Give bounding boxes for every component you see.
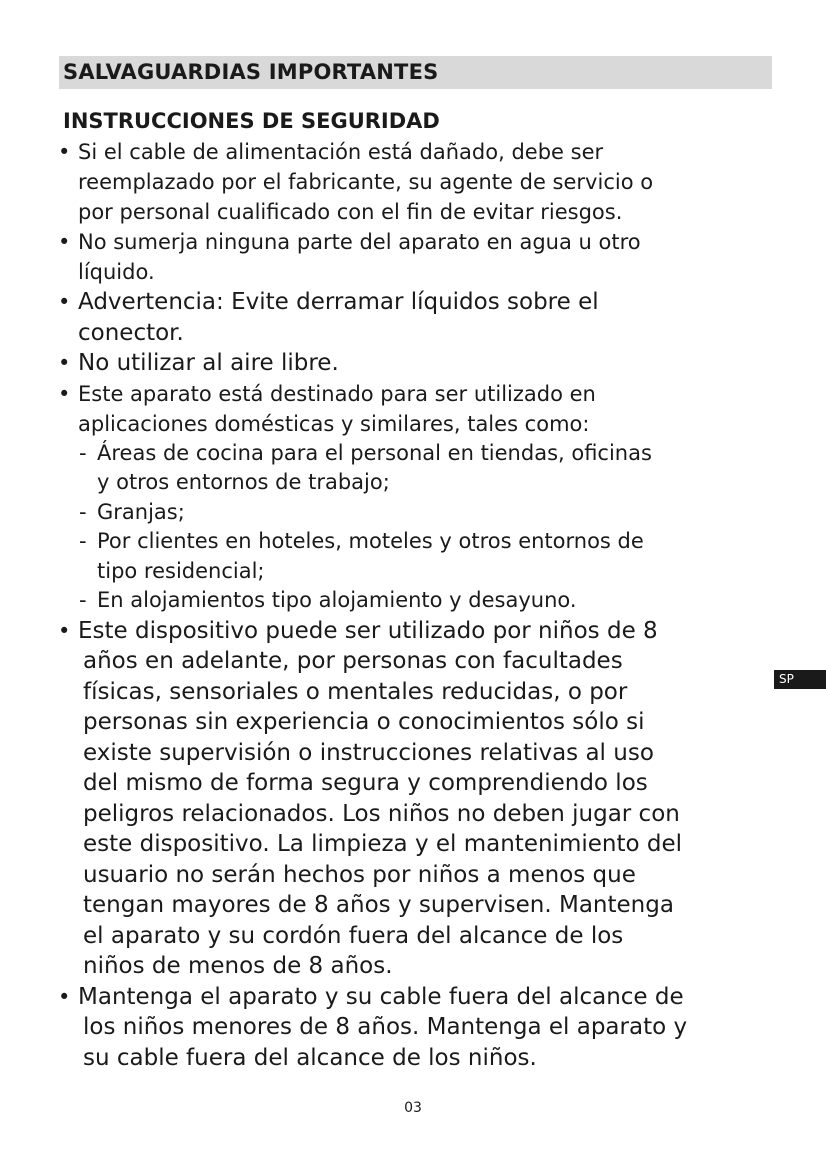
safety-instructions-list [58, 137, 778, 1073]
sub-item-line: En alojamientos tipo alojamiento y desayuno. [97, 588, 577, 612]
bullet: • [58, 381, 71, 406]
dash: - [79, 440, 87, 465]
item-line: peligros relacionados. Los niños no deben jugar con [83, 800, 680, 827]
item-line: años en adelante, por personas con facultades [83, 648, 623, 674]
item-line: su cable fuera del alcance de los niños. [83, 1044, 537, 1071]
section-title: SALVAGUARDIAS IMPORTANTES [63, 60, 439, 84]
bullet: • [58, 351, 71, 375]
dash: - [79, 588, 87, 612]
item-line: usuario no serán hechos por niños a menos que [83, 861, 636, 888]
dash: - [79, 499, 87, 524]
sub-list-item [58, 527, 778, 586]
item-line: No utilizar al aire libre. [78, 350, 339, 376]
bullet: • [58, 140, 71, 164]
list-item [58, 287, 778, 348]
item-line: los niños menores de 8 años. Mantenga el aparato y [83, 1014, 688, 1040]
language-tab: SP [774, 670, 826, 689]
bullet: • [58, 290, 71, 314]
list-item [58, 348, 778, 379]
item-line: este dispositivo. La limpieza y el mantenimiento del [83, 831, 683, 857]
sub-list-item [58, 498, 778, 528]
item-line: el aparato y su cordón fuera del alcance de los [83, 922, 624, 949]
sub-item-line: Granjas; [97, 499, 185, 524]
sub-list-item [58, 439, 778, 498]
item-line: por personal cualificado con el fin de evitar riesgos. [78, 200, 623, 224]
list-item [58, 982, 778, 1074]
item-line: líquido. [78, 260, 155, 284]
sub-item-line: tipo residencial; [97, 558, 265, 583]
page-number: 03 [404, 1100, 422, 1116]
list-item [58, 616, 778, 982]
bullet: • [58, 984, 71, 1009]
item-line: niños de menos de 8 años. [83, 953, 393, 979]
list-item [58, 227, 778, 287]
item-line: aplicaciones domésticas y similares, tales como: [78, 411, 590, 436]
sub-item-line: Por clientes en hoteles, moteles y otros entornos de [97, 529, 644, 553]
item-line: No sumerja ninguna parte del aparato en agua u otro [78, 230, 641, 254]
item-line: del mismo de forma segura y comprendiendo los [83, 770, 648, 796]
item-line: reemplazado por el fabricante, su agente de servicio o [78, 170, 654, 194]
list-item [58, 137, 778, 227]
item-line: personas sin experiencia o conocimientos sólo si [83, 709, 645, 735]
sub-item-line: y otros entornos de trabajo; [97, 470, 390, 494]
item-line: Este dispositivo puede ser utilizado por niños de 8 [78, 617, 658, 644]
section-header-bar [59, 56, 772, 89]
dash: - [79, 529, 87, 553]
item-line: tengan mayores de 8 años y supervisen. Mantenga [83, 892, 674, 918]
item-line: físicas, sensoriales o mentales reducidas, o por [83, 678, 628, 705]
item-line: Este aparato está destinado para ser utilizado en [78, 381, 596, 406]
list-item [58, 379, 778, 439]
item-line: Si el cable de alimentación está dañado, debe ser [78, 140, 604, 164]
sub-item-line: Áreas de cocina para el personal en tiendas, oficinas [97, 440, 652, 465]
item-line: Advertencia: Evite derramar líquidos sobre el [78, 289, 599, 315]
item-line: existe supervisión o instrucciones relativas al uso [83, 739, 654, 766]
subsection-title: INSTRUCCIONES DE SEGURIDAD [63, 109, 440, 133]
item-line: Mantenga el aparato y su cable fuera del alcance de [78, 983, 684, 1010]
bullet: • [58, 618, 71, 643]
bullet: • [58, 230, 71, 254]
sub-list-item [58, 586, 778, 616]
item-line: conector. [78, 319, 184, 346]
